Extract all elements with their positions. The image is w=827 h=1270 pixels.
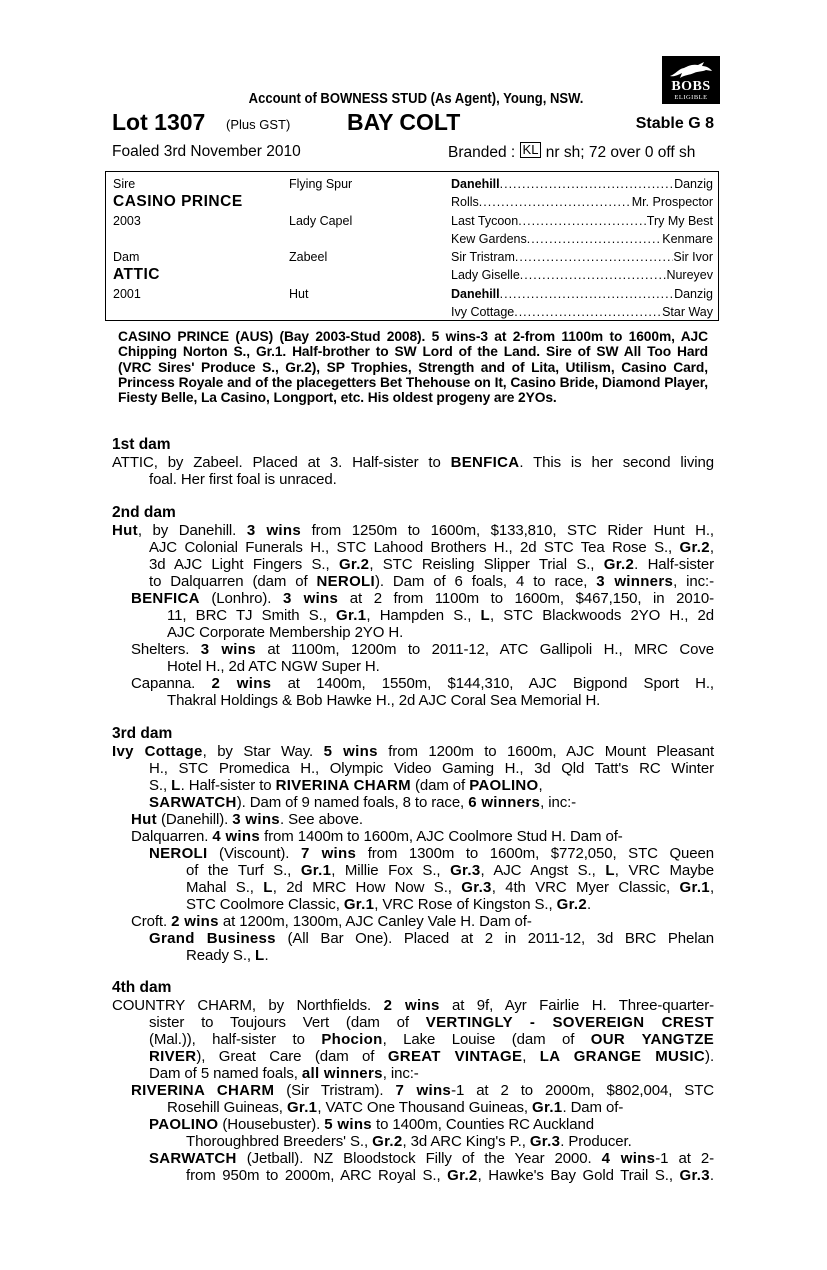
horse-icon xyxy=(668,60,714,80)
text-line: of the Turf S., Gr.1, Millie Fox S., Gr.3, AJC Angst S., L, VRC Maybe xyxy=(186,862,714,879)
text-line: ATTIC, by Zabeel. Placed at 3. Half-sister to BENFICA. This is her second living xyxy=(112,454,714,471)
text-line: STC Coolmore Classic, Gr.1, VRC Rose of Kingston S., Gr.2. xyxy=(186,896,592,913)
text-line: to Dalquarren (dam of NEROLI). Dam of 6 foals, 4 to race, 3 winners, inc:- xyxy=(149,573,714,590)
ancestor-row: Lady Giselle ..... Nureyev xyxy=(451,266,713,284)
heading-1st-dam: 1st dam xyxy=(112,436,171,453)
ancestor-row: Last Tycoon ..... Try My Best xyxy=(451,212,713,230)
text-line: Croft. 2 wins at 1200m, 1300m, AJC Canley Vale H. Dam of- xyxy=(131,913,532,930)
ancestor-row: Danehill ..... Danzig xyxy=(451,285,713,303)
heading-2nd-dam: 2nd dam xyxy=(112,504,176,521)
logo-text: BOBS xyxy=(671,79,711,94)
text-line: S., L. Half-sister to RIVERINA CHARM (dam of PAOLINO, xyxy=(149,777,543,794)
text-line: Dam of 5 named foals, all winners, inc:- xyxy=(149,1065,419,1082)
text-line: Capanna. 2 wins at 1400m, 1550m, $144,310, AJC Bigpond Sport H., xyxy=(131,675,715,692)
text-line: Thakral Holdings & Bob Hawke H., 2d AJC Coral Sea Memorial H. xyxy=(167,692,601,709)
sire-name: CASINO PRINCE xyxy=(113,193,243,210)
text-line: H., STC Promedica H., Olympic Video Gaming H., 3d Qld Tatt's RC Winter xyxy=(149,760,714,777)
sire-sire: Flying Spur xyxy=(289,177,353,191)
text-line: RIVER), Great Care (dam of GREAT VINTAGE, LA GRANGE MUSIC). xyxy=(149,1048,715,1065)
logo-subtext: ELIGIBLE xyxy=(674,94,708,101)
text-line: Hotel H., 2d ATC NGW Super H. xyxy=(167,658,380,675)
text-line: NEROLI (Viscount). 7 wins from 1300m to 1600m, $772,050, STC Queen xyxy=(149,845,714,862)
brand-mark: KL xyxy=(520,142,542,158)
ancestor-row: Danehill ..... Danzig xyxy=(451,175,713,193)
foaled-date: Foaled 3rd November 2010 xyxy=(112,143,301,160)
branded-label: Branded : xyxy=(448,144,516,161)
text-line: Hut (Danehill). 3 wins. See above. xyxy=(131,811,363,828)
brand-info xyxy=(448,142,695,162)
lot-header xyxy=(112,109,714,137)
text-line: foal. Her first foal is unraced. xyxy=(149,471,337,488)
text-line: Ready S., L. xyxy=(186,947,269,964)
text-line: BENFICA (Lonhro). 3 wins at 2 from 1100m to 1600m, $467,150, in 2010- xyxy=(131,590,714,607)
text-line: Hut, by Danehill. 3 wins from 1250m to 1600m, $133,810, STC Rider Hunt H., xyxy=(112,522,714,539)
sire-label: Sire xyxy=(113,177,136,191)
text-line: RIVERINA CHARM (Sir Tristram). 7 wins-1 at 2 to 2000m, $802,004, STC xyxy=(131,1082,714,1099)
brand-details: nr sh; 72 over 0 off sh xyxy=(545,144,696,161)
heading-3rd-dam: 3rd dam xyxy=(112,725,173,742)
text-line: COUNTRY CHARM, by Northfields. 2 wins at 9f, Ayr Fairlie H. Three-quarter- xyxy=(112,997,714,1014)
text-line: Dalquarren. 4 wins from 1400m to 1600m, AJC Coolmore Stud H. Dam of- xyxy=(131,828,623,845)
dam-label: Dam xyxy=(113,250,140,264)
text-line: Mahal S., L, 2d MRC How Now S., Gr.3, 4th VRC Myer Classic, Gr.1, xyxy=(186,879,715,896)
gst-note: (Plus GST) xyxy=(226,117,291,132)
vendor-account: Account of BOWNESS STUD (As Agent), Young, NSW. xyxy=(248,91,584,107)
pedigree-table xyxy=(105,171,719,321)
text-line: AJC Corporate Membership 2YO H. xyxy=(167,624,404,641)
ancestor-row: Sir Tristram ..... Sir Ivor xyxy=(451,248,713,266)
text-line: (Mal.)), half-sister to Phocion, Lake Louise (dam of OUR YANGTZE xyxy=(149,1031,714,1048)
text-line: SARWATCH (Jetball). NZ Bloodstock Filly of the Year 2000. 4 wins-1 at 2- xyxy=(149,1150,714,1167)
ancestor-row: Rolls ..... Mr. Prospector xyxy=(451,193,713,211)
dam-dam: Hut xyxy=(289,287,309,301)
sire-year: 2003 xyxy=(113,214,141,228)
ancestor-row: Kew Gardens ..... Kenmare xyxy=(451,230,713,248)
text-line: SARWATCH). Dam of 9 named foals, 8 to race, 6 winners, inc:- xyxy=(149,794,577,811)
text-line: from 950m to 2000m, ARC Royal S., Gr.2, Hawke's Bay Gold Trail S., Gr.3. xyxy=(186,1167,714,1184)
stable-location: Stable G 8 xyxy=(635,115,714,132)
text-line: 11, BRC TJ Smith S., Gr.1, Hampden S., L, STC Blackwoods 2YO H., 2d xyxy=(167,607,714,624)
text-line: 3d AJC Light Fingers S., Gr.2, STC Reisling Slipper Trial S., Gr.2. Half-sister xyxy=(149,556,714,573)
text-line: Thoroughbred Breeders' S., Gr.2, 3d ARC King's P., Gr.3. Producer. xyxy=(186,1133,632,1150)
dam-name: ATTIC xyxy=(113,266,160,283)
text-line: Shelters. 3 wins at 1100m, 1200m to 2011-12, ATC Gallipoli H., MRC Cove xyxy=(131,641,714,658)
sire-dam: Lady Capel xyxy=(289,214,353,228)
lot-name: BAY COLT xyxy=(347,109,461,135)
heading-4th-dam: 4th dam xyxy=(112,979,172,996)
text-line: Rosehill Guineas, Gr.1, VATC One Thousand Guineas, Gr.1. Dam of- xyxy=(167,1099,624,1116)
text-line: sister to Toujours Vert (dam of VERTINGLY - SOVEREIGN CREST xyxy=(149,1014,714,1031)
text-line: Ivy Cottage, by Star Way. 5 wins from 1200m to 1600m, AJC Mount Pleasant xyxy=(112,743,715,760)
text-line: PAOLINO (Housebuster). 5 wins to 1400m, Counties RC Auckland xyxy=(149,1116,594,1133)
ancestor-row: Ivy Cottage ..... Star Way xyxy=(451,303,713,321)
dam-sire: Zabeel xyxy=(289,250,328,264)
text-line: Grand Business (All Bar One). Placed at 2 in 2011-12, 3d BRC Phelan xyxy=(149,930,715,947)
sire-summary: CASINO PRINCE (AUS) (Bay 2003-Stud 2008). 5 wins-3 at 2-from 1100m to 1600m, AJC Chipping Norton S., Gr.1. Half-brother to SW Lord of the Land. Sire of SW All Too Hard (VRC Sires' Produce S., Gr.2), SP Trophies, Strength and of Lita, Utilism, Casino Card, Princess Royale and of the placegetters Bet Thehouse on It, Casino Bride, Diamond Player, Fiesty Belle, La Casino, Longport, etc. His oldest progeny are 2YOs. xyxy=(118,329,708,406)
dam-year: 2001 xyxy=(113,287,141,301)
text-line: AJC Colonial Funerals H., STC Lahood Brothers H., 2d STC Tea Rose S., Gr.2, xyxy=(149,539,714,556)
lot-number: Lot 1307 xyxy=(112,109,206,135)
